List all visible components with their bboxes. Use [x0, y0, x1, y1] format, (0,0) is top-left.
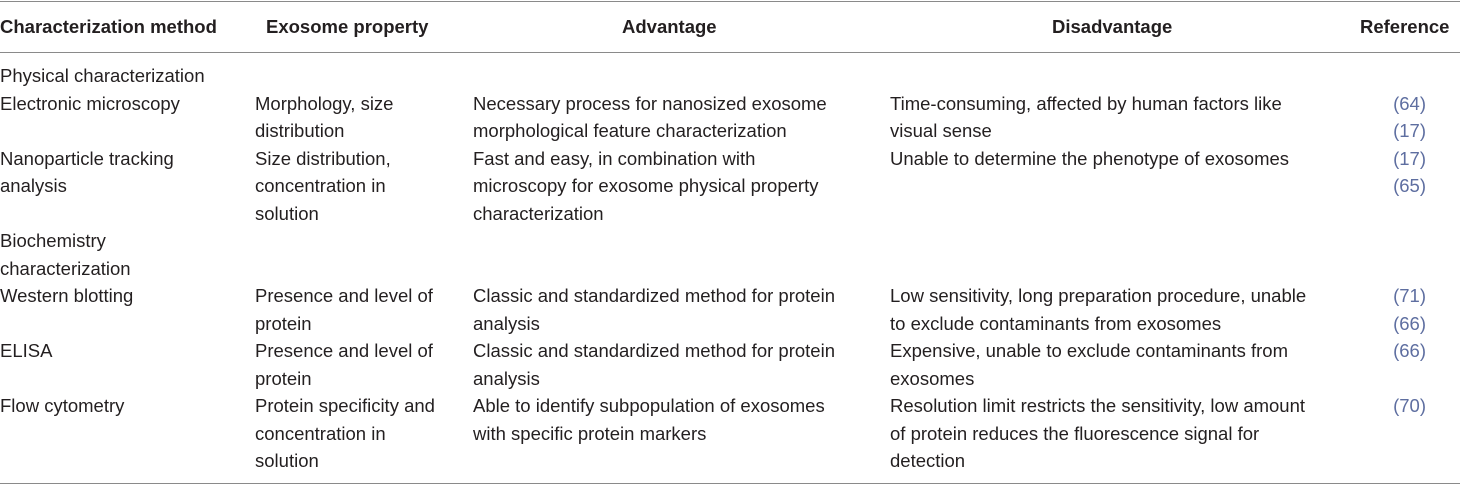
advantage-cell-line: Necessary process for nanosized exosome — [473, 92, 827, 114]
property-cell-line: solution — [255, 202, 319, 224]
property-cell-line: solution — [255, 450, 319, 471]
reference-cell-line: (66) — [1393, 340, 1426, 361]
advantage-cell-line: characterization — [473, 202, 604, 224]
reference-cell — [1360, 90, 1426, 145]
property-cell — [255, 282, 433, 337]
header-advantage: Advantage — [622, 16, 717, 37]
advantage-cell-line: Fast and easy, in combination with — [473, 147, 756, 169]
disadvantage-cell — [890, 145, 1289, 173]
advantage-cell-line: microscopy for exosome physical property — [473, 175, 819, 196]
reference-cell-line: (70) — [1393, 395, 1426, 416]
property-cell-line: Presence and level of — [255, 285, 433, 306]
disadvantage-cell — [890, 392, 1305, 475]
property-cell-line: Size distribution, — [255, 147, 391, 169]
property-cell-line: Presence and level of — [255, 340, 433, 361]
property-cell-line: Protein specificity and — [255, 395, 435, 416]
method-cell-line: ELISA — [0, 340, 53, 361]
property-cell-line: protein — [255, 312, 312, 334]
advantage-cell-line: analysis — [473, 312, 540, 334]
disadvantage-cell — [890, 90, 1282, 145]
table-top-rule — [0, 1, 1460, 2]
disadvantage-cell-line: visual sense — [890, 120, 992, 141]
reference-cell-line: (17) — [1393, 147, 1426, 169]
advantage-cell-line: Classic and standardized method for protein — [473, 340, 835, 361]
advantage-cell-line: Classic and standardized method for protein — [473, 285, 835, 306]
method-cell-line: analysis — [0, 175, 67, 196]
advantage-cell — [473, 392, 825, 447]
reference-cell-line: (66) — [1393, 312, 1426, 334]
method-cell — [0, 337, 52, 365]
section-title-line: Physical characterization — [0, 65, 205, 86]
reference-cell — [1360, 392, 1426, 420]
property-cell-line: distribution — [255, 120, 345, 141]
advantage-cell-line: with specific protein markers — [473, 422, 707, 444]
header-disadvantage: Disadvantage — [1052, 16, 1173, 37]
disadvantage-cell-line: Unable to determine the phenotype of exosomes — [890, 147, 1290, 169]
method-cell — [0, 282, 133, 310]
property-cell-line: Morphology, size — [255, 92, 394, 114]
section-title — [0, 227, 131, 282]
method-cell — [0, 392, 124, 420]
reference-cell — [1360, 282, 1426, 337]
advantage-cell — [473, 337, 835, 392]
header-reference: Reference — [1360, 16, 1450, 37]
reference-cell — [1360, 337, 1426, 365]
property-cell — [255, 337, 433, 392]
advantage-cell — [473, 282, 835, 337]
property-cell — [255, 392, 435, 475]
section-title-line: Biochemistry — [0, 230, 106, 251]
advantage-cell-line: Able to identify subpopulation of exosomes — [473, 395, 825, 416]
disadvantage-cell-line: Time-consuming, affected by human factors like — [890, 92, 1282, 114]
disadvantage-cell — [890, 282, 1306, 337]
header-exosome-property: Exosome property — [266, 16, 429, 37]
reference-cell-line: (71) — [1393, 285, 1426, 306]
method-cell — [0, 145, 174, 200]
property-cell-line: concentration in — [255, 175, 386, 196]
reference-cell — [1360, 145, 1426, 200]
reference-cell-line: (17) — [1393, 120, 1426, 141]
disadvantage-cell-line: detection — [890, 450, 966, 471]
method-cell-line: Flow cytometry — [0, 395, 125, 416]
disadvantage-cell-line: exosomes — [890, 367, 975, 389]
property-cell — [255, 90, 393, 145]
property-cell — [255, 145, 391, 228]
method-cell-line: Western blotting — [0, 285, 134, 306]
method-cell — [0, 90, 180, 118]
disadvantage-cell — [890, 337, 1288, 392]
disadvantage-cell-line: Expensive, unable to exclude contaminants from — [890, 340, 1288, 361]
property-cell-line: concentration in — [255, 422, 386, 444]
table-bottom-rule — [0, 483, 1460, 484]
reference-cell-line: (65) — [1393, 175, 1426, 196]
advantage-cell-line: analysis — [473, 367, 540, 389]
header-characterization-method: Characterization method — [0, 16, 217, 37]
disadvantage-cell-line: Low sensitivity, long preparation procedure, unable — [890, 285, 1307, 306]
method-cell-line: Nanoparticle tracking — [0, 147, 174, 169]
disadvantage-cell-line: of protein reduces the fluorescence signal for — [890, 422, 1260, 444]
advantage-cell-line: morphological feature characterization — [473, 120, 787, 141]
advantage-cell — [473, 90, 827, 145]
advantage-cell — [473, 145, 818, 228]
table-header-rule — [0, 52, 1460, 53]
method-cell-line: Electronic microscopy — [0, 92, 180, 114]
reference-cell-line: (64) — [1393, 92, 1426, 114]
disadvantage-cell-line: to exclude contaminants from exosomes — [890, 312, 1222, 334]
disadvantage-cell-line: Resolution limit restricts the sensitivity, low amount — [890, 395, 1306, 416]
section-title-line: characterization — [0, 257, 131, 279]
property-cell-line: protein — [255, 367, 312, 389]
section-title — [0, 62, 205, 90]
